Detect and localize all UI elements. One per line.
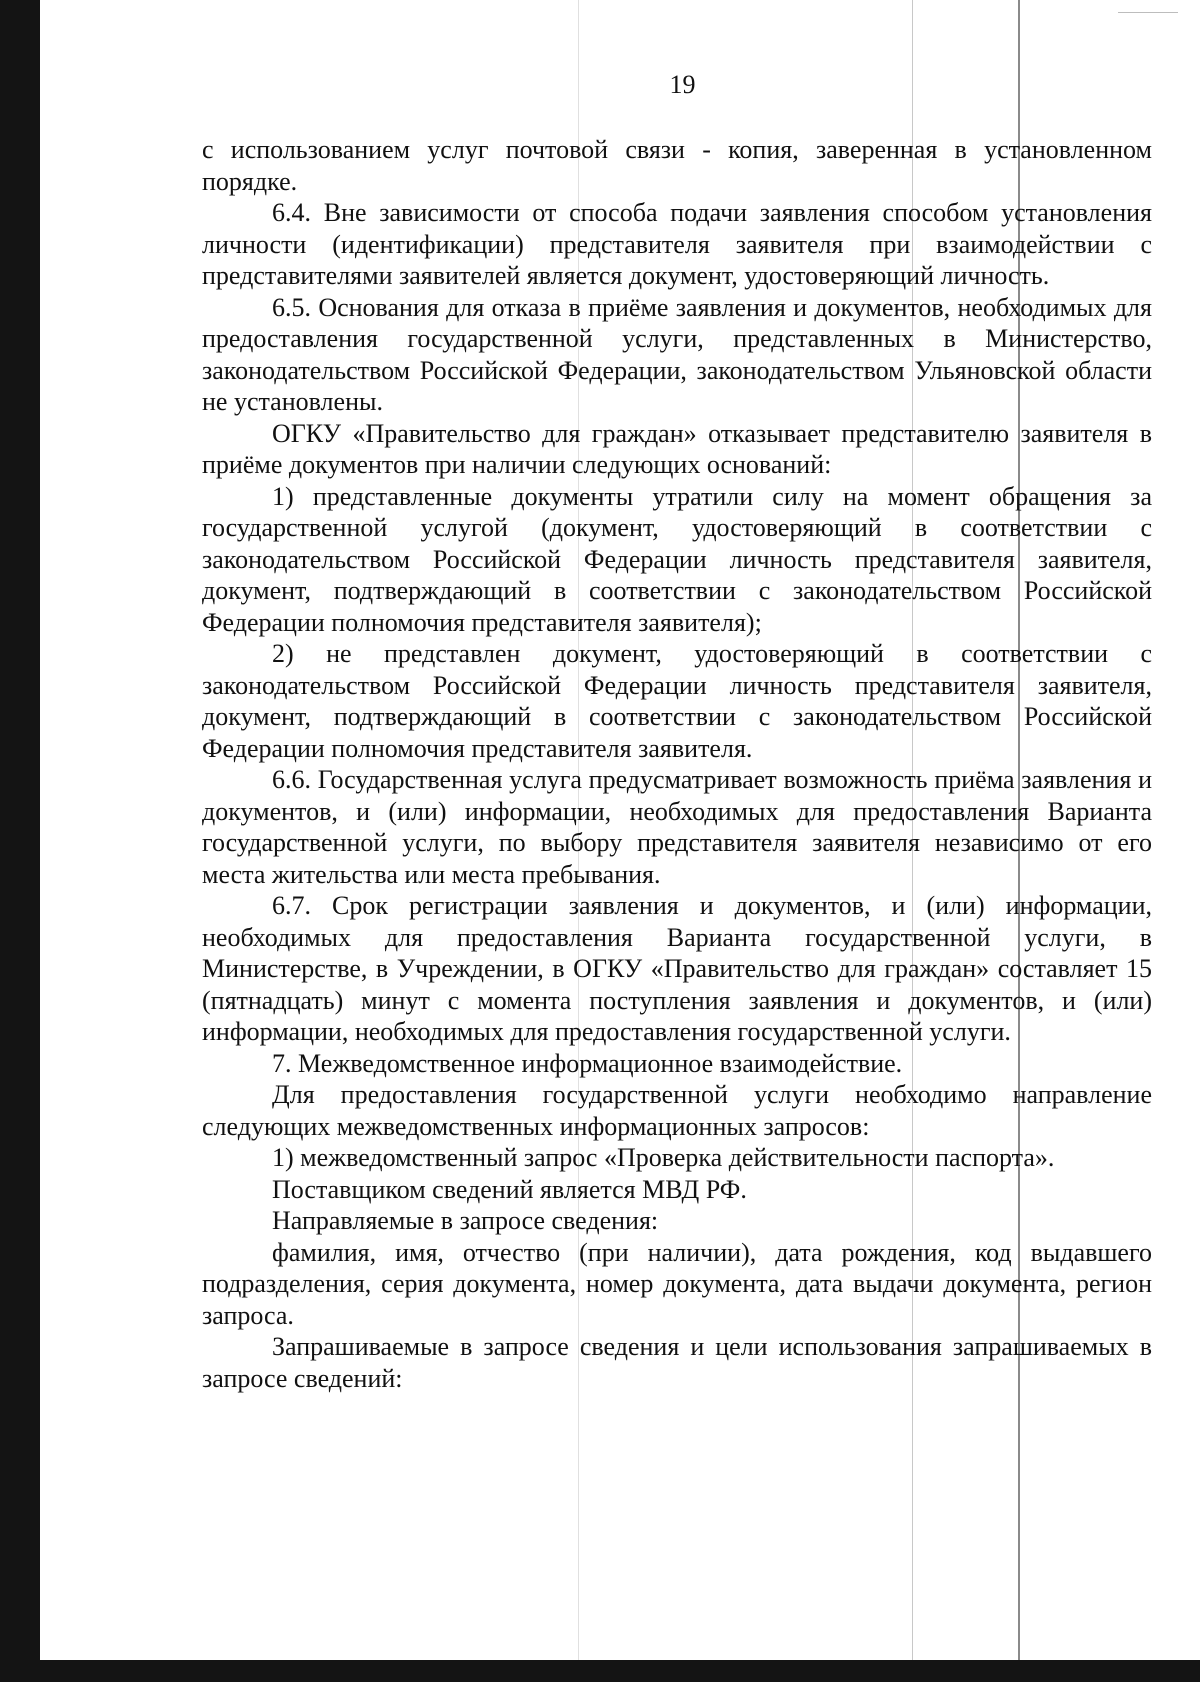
paragraph: 1) межведомственный запрос «Проверка действительности паспорта». [272, 1143, 1055, 1172]
paragraph: 2) не представлен документ, удостоверяющий в соответствии с законодательством Российской Федерации личность представителя заявителя, документ, подтверждающий в соответствии с законодательством Российской Федерации полномочия представителя заявителя. [202, 639, 1152, 763]
document-body [202, 134, 1152, 1394]
paragraph: 6.4. Вне зависимости от способа подачи заявления способом установления личности (идентификации) представителя заявителя при взаимодействии с представителями заявителей является документ, удостоверяющий личность. [202, 198, 1152, 290]
paragraph: Направляемые в запросе сведения: [272, 1206, 659, 1235]
page-number: 19 [669, 70, 696, 99]
paragraph: 6.5. Основания для отказа в приёме заявления и документов, необходимых для предоставления государственной услуги, представленных в Министерство, законодательством Российской Федерации, законодательством Ульяновской области не установлены. [202, 292, 1152, 416]
paragraph: Запрашиваемые в запросе сведения и цели использования запрашиваемых в запросе сведений: [202, 1332, 1152, 1393]
paragraph: 6.6. Государственная услуга предусматривает возможность приёма заявления и документов, и (или) информации, необходимых для предоставления Варианта государственной услуги, по выбору представителя заявителя независимо от его места жительства или места пребывания. [202, 765, 1152, 889]
scan-border-bottom [34, 1660, 1200, 1682]
paragraph: Поставщиком сведений является МВД РФ. [272, 1174, 747, 1204]
scan-fold-line [1118, 12, 1178, 13]
scan-border-left [0, 0, 40, 1682]
paragraph: 6.7. Срок регистрации заявления и документов, и (или) информации, необходимых для предоставления Варианта государственной услуги, в Министерстве, в Учреждении, в ОГКУ «Правительство для граждан» составляет 15 (пятнадцать) минут с момента поступления заявления и документов, и (или) информации, необходимых для предоставления государственной услуги. [202, 891, 1152, 1046]
paragraph: фамилия, имя, отчество (при наличии), дата рождения, код выдавшего подразделения, серия документа, номер документа, дата выдачи документа, регион запроса. [202, 1237, 1152, 1330]
paragraph: ОГКУ «Правительство для граждан» отказывает представителю заявителя в приёме документов при наличии следующих оснований: [202, 418, 1152, 479]
paragraph: 1) представленные документы утратили силу на момент обращения за государственной услугой (документ, удостоверяющий в соответствии с законодательством Российской Федерации личность представителя заявителя, документ, подтверждающий в соответствии с законодательством Российской Федерации полномочия представителя заявителя); [202, 481, 1152, 637]
section-heading: 7. Межведомственное информационное взаимодействие. [272, 1048, 903, 1078]
paragraph: Для предоставления государственной услуги необходимо направление следующих межведомственных информационных запросов: [202, 1080, 1152, 1141]
paragraph: с использованием услуг почтовой связи - копия, заверенная в установленном порядке. [202, 135, 1152, 196]
